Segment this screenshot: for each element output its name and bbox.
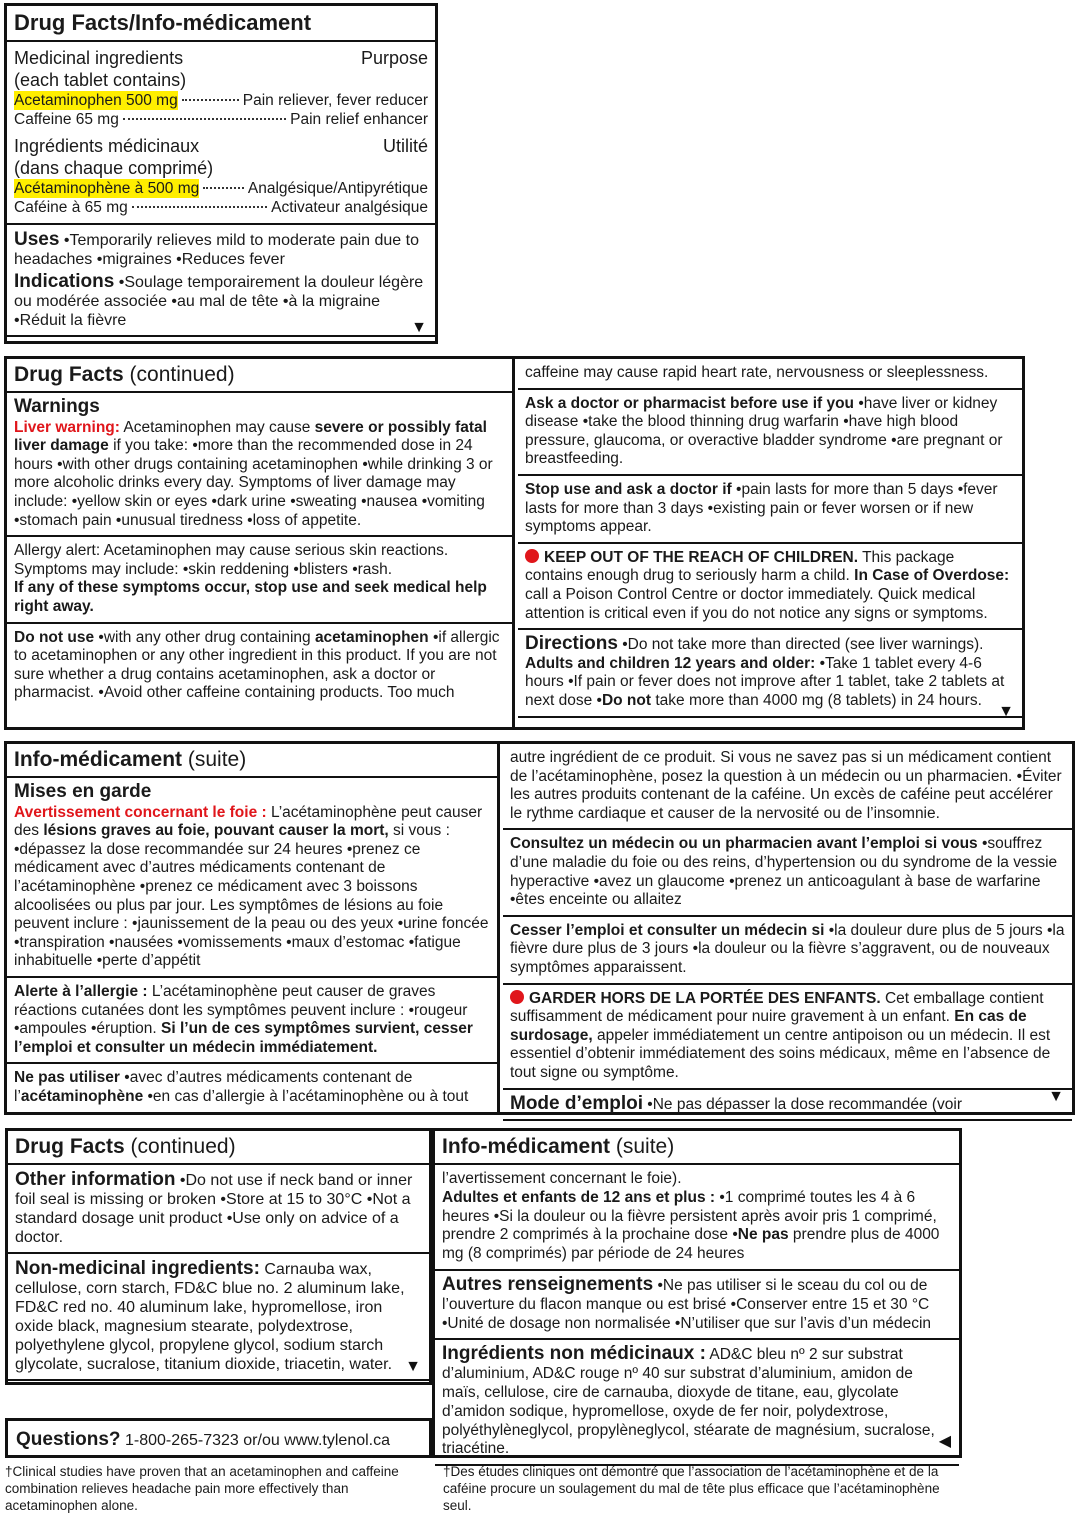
panel-header — [7, 359, 512, 393]
header-title: Drug Facts — [14, 363, 124, 386]
indications-text — [14, 272, 428, 330]
do-not-use-label: Do not use — [14, 628, 95, 646]
stop-sign-icon — [525, 549, 539, 563]
header-subtitle: (suite) — [610, 1135, 675, 1158]
panel-header — [435, 1131, 959, 1165]
stop-use-label: Stop use and ask a doctor if — [525, 480, 732, 498]
ingredient-purpose: Pain reliever, fever reducer — [242, 92, 428, 109]
ingredients-non-medicinaux-heading: Ingrédients non médicinaux : — [442, 1343, 706, 1365]
header-title: Info-médicament — [442, 1135, 611, 1158]
right-column — [518, 359, 1022, 727]
continued-text: l’avertissement concernant le foie). — [442, 1170, 682, 1187]
keep-out-label: KEEP OUT OF THE REACH OF CHILDREN. — [544, 548, 859, 566]
medicinal-ingredients-section — [7, 42, 435, 225]
ingredient-purpose: Pain relief enhancer — [290, 111, 428, 128]
text: L’acétaminophène peut causer de graves réactions cutanées dont les symptômes peuvent inclure : •rougeur •ampoules •éruption. — [14, 982, 468, 1038]
text: take more than 4000 mg (8 tablets) in 24 hours. — [651, 691, 982, 709]
header-title: Drug Facts — [15, 1135, 125, 1158]
text: This package contains enough drug to seriously harm a child. — [525, 548, 955, 585]
ingredient-name: Caféine à 65 mg — [14, 199, 128, 216]
text: •Take 1 tablet every 4-6 hours •If pain or fever does not improve after 1 tablet, take 2 tablets at next dose • — [525, 654, 1005, 709]
other-information-heading: Other information — [15, 1169, 176, 1190]
ne-pas-utiliser-label: Ne pas utiliser — [14, 1069, 120, 1087]
header-subtitle: (suite) — [182, 748, 247, 771]
ingredients-non-medicinaux-section — [435, 1340, 959, 1466]
warnings-heading: Warnings — [14, 396, 100, 417]
cesser-label: Cesser l’emploi et consulter un médecin si — [510, 921, 825, 939]
left-column — [7, 744, 500, 1112]
continue-arrow-icon: ▼ — [411, 319, 427, 336]
text: •Ne pas utiliser si le sceau du col ou de l’ouverture du flacon manque ou est brisé •Conserver entre 15 et 30 °C •Unité de dosage non normalisée •N’utiliser que sur l’avis d’un médecin — [442, 1276, 932, 1332]
text: L’acétaminophène peut causer des — [14, 803, 483, 840]
each-tablet-note-fr: (dans chaque comprimé) — [14, 158, 214, 178]
text: •Ne pas dépasser la dose recommandée (voir — [643, 1095, 963, 1113]
drug-facts-continued-panel — [4, 356, 1025, 730]
continue-arrow-icon: ▼ — [998, 703, 1014, 720]
text: appeler immédiatement un centre antipoison ou un médecin. Il est essentiel d’obtenir immédiatement des soins médicaux, même en l’absence de tout signe ou symptôme. — [510, 1026, 1051, 1081]
text: call a Poison Control Centre or doctor immediately. Quick medical attention is critical even if you do not notice any signs or symptoms. — [525, 585, 988, 622]
consultez-label: Consultez un médecin ou un pharmacien avant l’emploi si vous — [510, 835, 978, 853]
text: •avec d’autres médicaments contenant de l’ — [14, 1069, 413, 1105]
bold-text: acétaminophène — [20, 1087, 144, 1105]
panel-header — [8, 1131, 429, 1165]
text: •la douleur dure plus de 5 jours •la fièvre dure plus de 3 jours •la douleur ou la fièvre s’aggravent, ou de nouveaux symptômes apparaissent. — [510, 921, 1065, 976]
purpose-heading: Purpose — [360, 48, 428, 68]
ingredient-row — [14, 179, 428, 198]
text: •if allergic to acetaminophen or any other ingredient in this product. If you are not sure whether a drug contains acetaminophen, ask a doctor or pharmacist. •Avoid other caffeine containing products. Too much — [14, 628, 500, 702]
ingredient-row — [14, 91, 428, 110]
each-tablet-note: (each tablet contains) — [14, 70, 187, 90]
mises-en-garde-heading: Mises en garde — [14, 781, 152, 802]
mode-emploi-heading: Mode d’emploi — [510, 1092, 643, 1114]
header-subtitle: (continued) — [124, 1135, 236, 1158]
bold-text: lésions graves au foie, pouvant causer la mort, — [43, 822, 389, 840]
uses-text — [14, 230, 428, 269]
other-information-section — [8, 1165, 429, 1254]
caffeine-continued: caffeine may cause rapid heart rate, nervousness or sleeplessness. — [518, 359, 1022, 390]
text: •with any other drug containing — [94, 628, 315, 646]
liver-warning-text — [14, 419, 505, 531]
directions-heading: Directions — [525, 633, 618, 655]
continue-arrow-icon: ▼ — [405, 1358, 421, 1375]
header-subtitle: (continued) — [123, 363, 235, 386]
ne-pas-utiliser-section — [7, 1064, 497, 1111]
continued-text: autre ingrédient de ce produit. Si vous ne savez pas si un médicament contient de l’acétaminophène, posez la question à un médecin ou un pharmacien. •Éviter les autres produits contenant de la caféine. Un excès de caféine peut accélérer le rythme cardiaque et causer de la nervosité ou de l’insomnie. — [503, 744, 1072, 830]
questions-box — [5, 1418, 432, 1458]
ingredient-row — [14, 110, 428, 129]
bold-text: Si l’un de ces symptômes survient, cesser l’emploi et consulter un médecin immédiatement. — [14, 1020, 473, 1056]
ask-doctor-label: Ask a doctor or pharmacist before use if you — [525, 394, 855, 412]
info-medicament-autres-panel — [432, 1128, 962, 1458]
right-column — [503, 744, 1072, 1112]
text: •en cas d’allergie à l’acétaminophène ou à tout — [143, 1087, 469, 1105]
bold-text: Ne pas — [737, 1226, 789, 1244]
warnings-section — [7, 393, 512, 537]
panel-title: Drug Facts/Info-médicament — [7, 6, 435, 42]
text: Carnauba wax, cellulose, corn starch, FD&C blue no. 2 aluminum lake, FD&C red no. 40 aluminum lake, hypromellose, iron oxide black, magnesium stearate, polydextrose, polyethylene glycol, propylene glycol, sodium starch glycolate, sucralose, titanium dioxide, triacetin, water. — [15, 1261, 405, 1373]
garder-section — [503, 985, 1072, 1090]
text: AD&C bleu nº 2 sur substrat d’aluminium, AD&C rouge nº 40 sur substrat d’aluminium, amidon de maïs, cellulose, cire de carnauba, dioxyde de titane, eau, glycolate d’amidon sodique, hypromellose, oxyde de fer noir, polydextrose, polyéthylèneglycol, propylèneglycol, stéarate de magnésium, sucralose, triacétine. — [442, 1346, 935, 1458]
ingredient-name: Acétaminophène à 500 mg — [14, 180, 200, 197]
ingredient-row — [14, 198, 428, 217]
alerte-allergie-section — [7, 978, 497, 1064]
questions-contact[interactable]: 1-800-265-7323 or/ou www.tylenol.ca — [120, 1432, 391, 1449]
non-medicinal-heading: Non-medicinal ingredients: — [15, 1258, 260, 1279]
liver-warning-label: Liver warning: — [14, 418, 120, 436]
ingredients-heading: Medicinal ingredients — [14, 48, 184, 68]
text: •pain lasts for more than 5 days •fever lasts for more than 3 days •existing pain or fever worsen or if new symptoms appear. — [525, 480, 998, 536]
allergy-alert-section — [7, 537, 512, 623]
ingredient-purpose: Activateur analgésique — [271, 199, 428, 216]
bold-text: acetaminophen — [314, 628, 429, 646]
autres-renseignements-section — [435, 1271, 959, 1340]
text: prendre plus de 4000 mg (8 comprimés) par période de 24 heures — [442, 1226, 940, 1263]
ingredient-purpose: Analgésique/Antipyrétique — [247, 180, 428, 197]
drug-facts-main-panel — [4, 3, 438, 344]
left-column — [7, 359, 515, 727]
do-not-use-section — [7, 624, 512, 708]
stop-sign-icon — [510, 990, 524, 1004]
stop-use-section — [518, 476, 1022, 544]
purpose-heading-fr: Utilité — [382, 136, 428, 156]
bold-text: Do not — [601, 691, 652, 709]
allergy-bold: If any of these symptoms occur, stop use and seek medical help right away. — [14, 579, 487, 615]
footnote-en: †Clinical studies have proven that an acetaminophen and caffeine combination relieves headache pain more effectively than acetaminophen alone. — [5, 1464, 399, 1513]
autres-heading: Autres renseignements — [442, 1273, 654, 1295]
bold-text: In Case of Overdose: — [854, 567, 1010, 585]
text: •1 comprimé toutes les 4 à 6 heures •Si la douleur ou la fièvre persistent après avoir pris 1 comprimé, prendre 2 comprimés à la prochaine dose • — [442, 1188, 937, 1244]
garder-label: GARDER HORS DE LA PORTÉE DES ENFANTS. — [529, 989, 881, 1007]
panel-header — [7, 744, 497, 778]
text: Cet emballage contient suffisamment de médicament pour nuire gravement à un enfant. — [510, 989, 1044, 1026]
text: if you take: •more than the recommended dose in 24 hours •with other drugs containing acetaminophen •while drinking 3 or more alcoholic drinks every day. Symptoms of liver damage may include: •yellow skin or eyes •dark urine •sweating •nausea •vomiting •stomach pain •unusual tiredness •loss of appetite. — [14, 437, 493, 529]
text: si vous : •dépassez la dose recommandée sur 24 heures •prenez ce médicament avec d’autres médicaments contenant de l’acétaminophène •prenez ce médicament avec 3 boissons alcoolisées ou plus par jour. Les symptômes de lésions au foie peuvent inclure : •jaunissement de la peau ou des yeux •urine foncée •transpiration •nausées •vomissements •maux d’estomac •fatigue inhabituelle •perte d’appétit — [14, 822, 489, 970]
adults-label: Adults and children 12 years and older: — [525, 654, 816, 672]
adultes-section — [435, 1165, 959, 1271]
uses-heading: Uses — [14, 229, 60, 250]
text: Acetaminophen may cause — [119, 418, 315, 436]
drug-facts-other-panel — [5, 1128, 432, 1385]
text: •Do not use if neck band or inner foil seal is missing or broken •Store at 15 to 30°C •Not a standard dosage unit product •Use only on advice of a doctor. — [15, 1172, 413, 1246]
foie-warning-label: Avertissement concernant le foie : — [14, 803, 267, 821]
bold-text: En cas de surdosage, — [510, 1008, 1027, 1044]
consultez-section — [503, 830, 1072, 916]
questions-label: Questions? — [16, 1429, 121, 1450]
header-title: Info-médicament — [14, 748, 183, 771]
adultes-label: Adultes et enfants de 12 ans et plus : — [442, 1188, 716, 1206]
allergy-text: Allergy alert: Acetaminophen may cause serious skin reactions. Symptoms may include: •skin reddening •blisters •rash. — [14, 542, 449, 578]
mode-emploi-section — [503, 1090, 1072, 1122]
alerte-label: Alerte à l’allergie : — [14, 982, 148, 1000]
footnote-fr: †Des études cliniques ont démontré que l’association de l’acétaminophène et de la caféine procure un soulagement du mal de tête plus efficace que l’acétaminophène seul. — [443, 1464, 940, 1513]
ingredient-name: Acetaminophen 500 mg — [14, 92, 178, 109]
bold-text: severe or possibly fatal liver damage — [14, 418, 487, 455]
ingredient-name: Caffeine 65 mg — [14, 111, 119, 128]
cesser-section — [503, 917, 1072, 985]
indications-body: •Soulage temporairement la douleur légère ou modérée associée •au mal de tête •à la migraine •Réduit la fièvre — [14, 274, 424, 329]
ingredients-heading-fr: Ingrédients médicinaux — [14, 136, 200, 156]
uses-section — [7, 225, 435, 337]
info-medicament-panel — [4, 741, 1075, 1115]
continue-arrow-icon: ▼ — [1048, 1088, 1064, 1105]
directions-section — [518, 630, 1022, 717]
indications-heading: Indications — [14, 271, 115, 292]
mises-en-garde-section — [7, 778, 497, 978]
text: •have liver or kidney disease •take the blood thinning drug warfarin •have high blood pressure, glaucoma, or overactive bladder syndrome •are pregnant or breastfeeding. — [525, 394, 1003, 468]
ask-doctor-section — [518, 390, 1022, 476]
keep-out-section — [518, 544, 1022, 630]
continue-arrow-icon: ◀ — [938, 1433, 951, 1450]
uses-body: •Temporarily relieves mild to moderate pain due to headaches •migraines •Reduces fever — [14, 232, 419, 268]
text: •souffrez d’une maladie du foie ou des reins, d’hypertension ou du syndrome de la vessie hyperactive •avez un glaucome •prenez un anticoagulant à base de warfarine •êtes enceinte ou allaitez — [510, 835, 1058, 909]
text: •Do not take more than directed (see liver warnings). — [617, 636, 984, 654]
non-medicinal-section — [8, 1254, 429, 1381]
